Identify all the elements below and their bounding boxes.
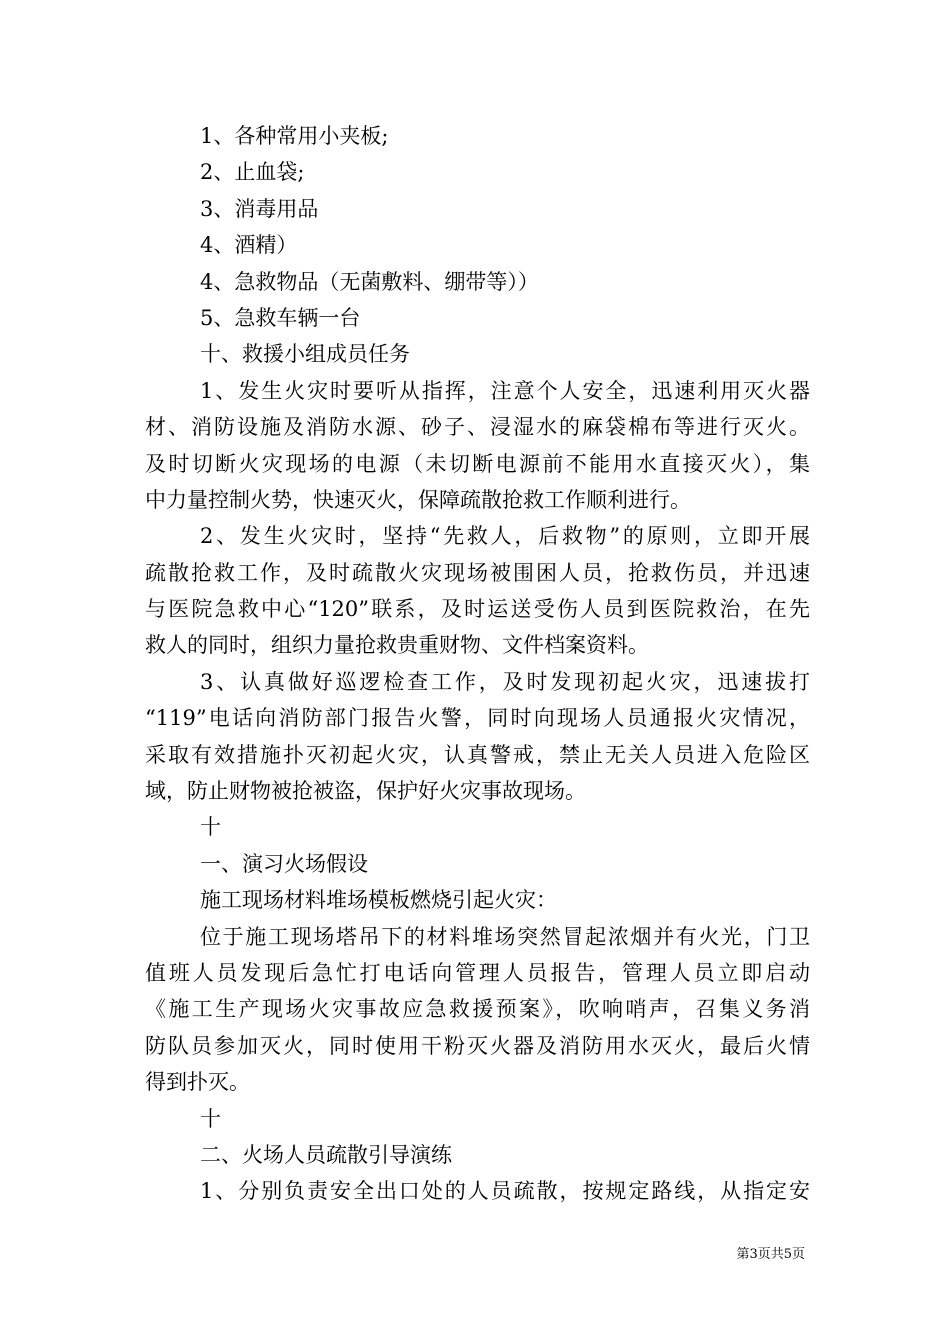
text-line: 5、急救车辆一台	[200, 305, 361, 330]
text-line: 位于施工现场塔吊下的材料堆场突然冒起浓烟并有火光，门卫	[200, 924, 810, 949]
text-line: 4、急救物品（无菌敷料、绷带等））	[200, 269, 539, 294]
text-line: 十	[200, 815, 221, 840]
text-line: 十	[200, 1106, 221, 1131]
text-line: 3、消毒用品	[200, 196, 319, 221]
text-line: 一、演习火场假设	[200, 851, 368, 876]
text-line: 4、酒精）	[200, 233, 298, 258]
text-line: 及时切断火灾现场的电源（未切断电源前不能用水直接灭火），集	[145, 451, 810, 476]
text-line: 得到扑灭。	[145, 1070, 250, 1095]
text-line: 3、认真做好巡逻检查工作，及时发现初起火灾，迅速拔打	[200, 669, 810, 694]
text-line: 1、各种常用小夹板;	[200, 124, 389, 148]
text-line: 值班人员发现后急忙打电话向管理人员报告，管理人员立即启动	[145, 960, 810, 985]
text-line: 1、发生火灾时要听从指挥，注意个人安全，迅速利用灭火器	[200, 378, 810, 403]
text-line: 1、分别负责安全出口处的人员疏散，按规定路线，从指定安	[200, 1179, 810, 1204]
text-line: 疏散抢救工作，及时疏散火灾现场被围困人员，抢救伤员，并迅速	[145, 560, 810, 585]
page-number: 第3页共5页	[736, 1247, 805, 1262]
text-line: 材、消防设施及消防水源、砂子、浸湿水的麻袋棉布等进行灭火。	[145, 415, 810, 440]
text-line: 十、救援小组成员任务	[200, 342, 410, 367]
text-line: 防队员参加灭火，同时使用干粉灭火器及消防用水灭火，最后火情	[145, 1033, 810, 1058]
text-line: 《施工生产现场火灾事故应急救援预案》，吹响哨声，召集义务消	[145, 997, 810, 1022]
text-line: 与医院急救中心“120”联系，及时运送受伤人员到医院救治，在先	[145, 597, 810, 622]
text-line: 2、止血袋;	[200, 160, 305, 185]
text-line: 救人的同时，组织力量抢救贵重财物、文件档案资料。	[145, 633, 649, 658]
text-line: 采取有效措施扑灭初起火灾，认真警戒，禁止无关人员进入危险区	[145, 742, 810, 767]
text-line: 二、火场人员疏散引导演练	[200, 1142, 452, 1167]
text-line: 施工现场材料堆场模板燃烧引起火灾：	[200, 888, 557, 913]
text-line: 域，防止财物被抢被盗，保护好火灾事故现场。	[145, 779, 586, 804]
document-body	[145, 118, 810, 1210]
text-line: “119”电话向消防部门报告火警，同时向现场人员通报火灾情况，	[145, 706, 810, 731]
text-line: 2、发生火灾时，坚持“先救人，后救物”的原则，立即开展	[200, 524, 810, 549]
text-line: 中力量控制火势，快速灭火，保障疏散抢救工作顺利进行。	[145, 487, 691, 512]
